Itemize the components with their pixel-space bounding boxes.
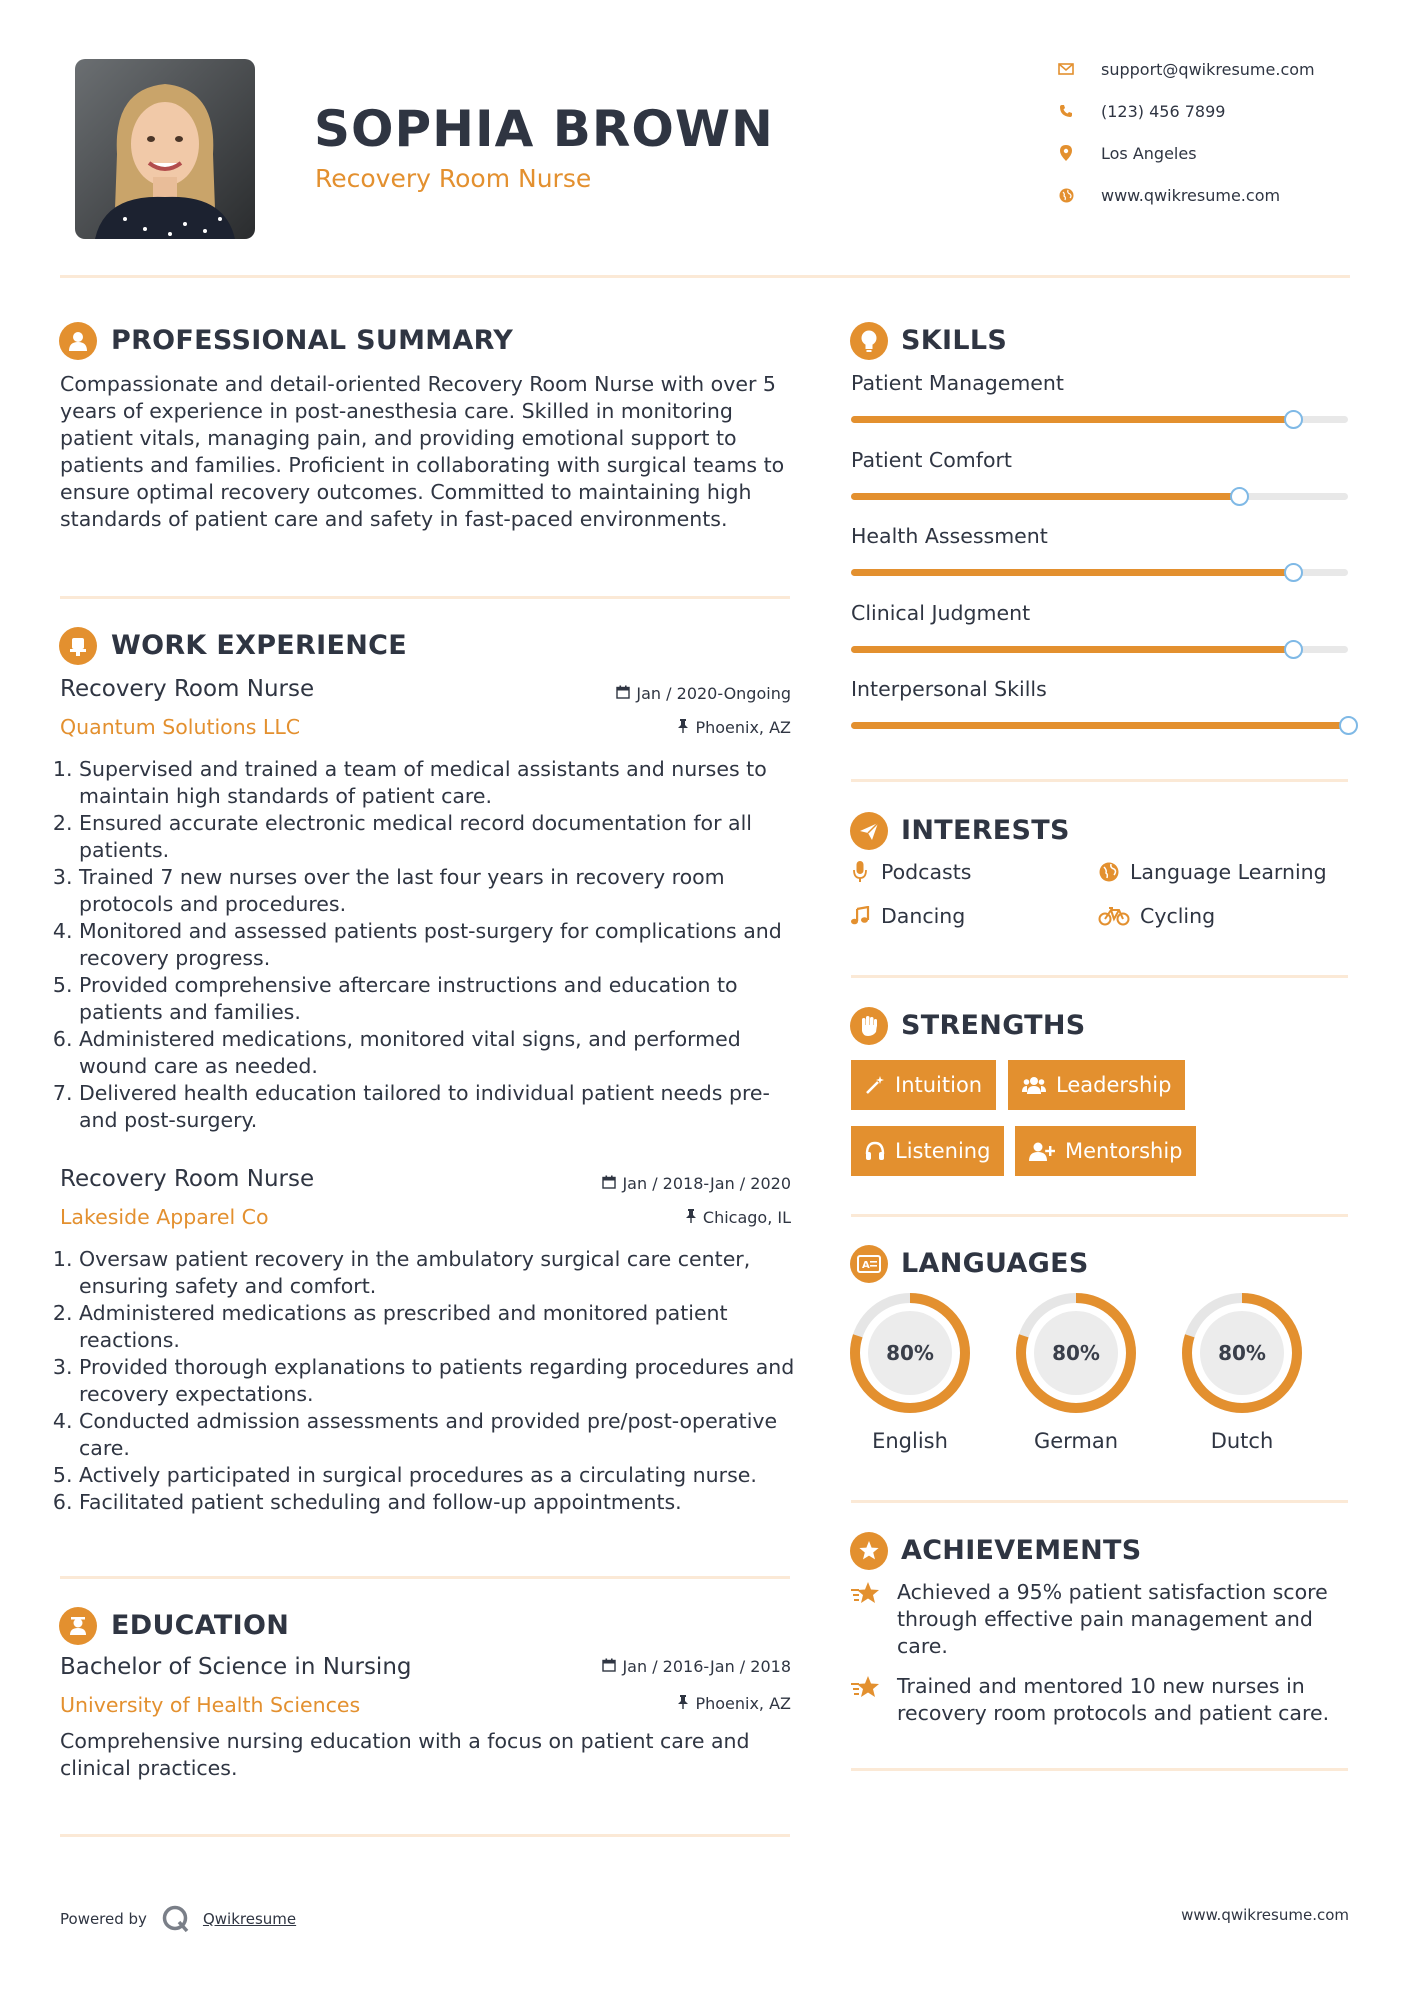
interests-divider	[851, 975, 1348, 978]
skill-bar-knob	[1339, 716, 1358, 735]
list-item: 5. Actively participated in surgical procedures as a circulating nurse.	[79, 1462, 795, 1489]
language-percent: 80%	[1218, 1341, 1266, 1365]
job-1-company: Quantum Solutions LLC	[60, 715, 301, 739]
qwikresume-logo-icon	[161, 1904, 191, 1934]
star-icon	[851, 1579, 881, 1660]
headphones-icon	[865, 1141, 885, 1161]
strength-badge-listening	[851, 1126, 1004, 1176]
education-heading: EDUCATION	[111, 1610, 290, 1641]
profile-photo	[75, 59, 255, 239]
language-percent: 80%	[1052, 1341, 1100, 1365]
pushpin-icon	[677, 718, 689, 737]
job-2-company: Lakeside Apparel Co	[60, 1205, 269, 1229]
interest-label: Cycling	[1140, 904, 1216, 928]
job-1-dates-text: Jan / 2020-Ongoing	[636, 684, 791, 703]
skill-bar-knob	[1284, 640, 1303, 659]
language-name: English	[872, 1429, 948, 1453]
interest-language-learning	[1098, 860, 1327, 884]
summary-heading: PROFESSIONAL SUMMARY	[111, 325, 514, 356]
skill-bar	[851, 646, 1348, 653]
lightbulb-icon	[850, 322, 888, 360]
language-percent: 80%	[886, 1341, 934, 1365]
microphone-icon	[849, 861, 871, 883]
skills-divider	[851, 779, 1348, 782]
skill-bar-knob	[1230, 487, 1249, 506]
strengths-divider	[851, 1214, 1348, 1217]
users-icon	[1022, 1075, 1046, 1095]
languages-divider	[851, 1500, 1348, 1503]
contact-website-text: www.qwikresume.com	[1101, 185, 1281, 205]
list-item: 1. Supervised and trained a team of medical assistants and nurses to maintain high standards of patient care.	[79, 756, 795, 810]
contact-location-text: Los Angeles	[1101, 143, 1197, 163]
education-dates-text: Jan / 2016-Jan / 2018	[622, 1657, 791, 1676]
job-2-location	[685, 1208, 791, 1227]
pushpin-icon	[685, 1208, 697, 1227]
achievement-text: Trained and mentored 10 new nurses in recovery room protocols and patient care.	[897, 1674, 1330, 1725]
interest-label: Podcasts	[881, 860, 972, 884]
contact-location	[1055, 142, 1197, 164]
skill-label: Patient Management	[851, 371, 1064, 395]
strength-badge-intuition	[851, 1060, 996, 1110]
list-item: 7. Delivered health education tailored to individual patient needs pre- and post-surgery.	[79, 1080, 795, 1134]
job-2-bullets	[60, 1246, 795, 1516]
music-note-icon	[849, 906, 871, 926]
contact-phone-text: (123) 456 7899	[1101, 101, 1226, 121]
skill-bar-fill	[851, 722, 1348, 729]
strength-label: Mentorship	[1065, 1139, 1183, 1163]
pushpin-icon	[677, 1694, 689, 1713]
strengths-heading: STRENGTHS	[901, 1010, 1086, 1041]
achievement-1	[851, 1579, 1351, 1660]
envelope-icon	[1055, 63, 1077, 75]
list-item: 2. Ensured accurate electronic medical record documentation for all patients.	[79, 810, 795, 864]
achievements-divider	[851, 1768, 1348, 1771]
experience-divider	[60, 1576, 790, 1579]
skill-bar-fill	[851, 416, 1293, 423]
powered-by-label: Powered by	[60, 1910, 147, 1928]
list-item: 4. Conducted admission assessments and provided pre/post-operative care.	[79, 1408, 795, 1462]
skill-bar	[851, 416, 1348, 423]
header-divider	[60, 275, 1350, 278]
award-icon	[850, 1532, 888, 1570]
job-2-title: Recovery Room Nurse	[60, 1166, 315, 1192]
calendar-icon	[602, 1174, 616, 1193]
interest-cycling	[1098, 904, 1215, 928]
list-item: 4. Monitored and assessed patients post-surgery for complications and recovery progress.	[79, 918, 795, 972]
list-item: 2. Administered medications as prescribed and monitored patient reactions.	[79, 1300, 795, 1354]
job-2-dates	[602, 1174, 791, 1193]
education-location	[677, 1694, 791, 1713]
graduation-icon	[59, 1607, 97, 1645]
language-name: German	[1033, 1429, 1119, 1453]
strength-badge-mentorship	[1015, 1126, 1196, 1176]
achievements-heading: ACHIEVEMENTS	[901, 1535, 1142, 1566]
education-location-text: Phoenix, AZ	[695, 1694, 791, 1713]
contact-website[interactable]	[1055, 184, 1280, 206]
list-item: 6. Administered medications, monitored vital signs, and performed wound care as needed.	[79, 1026, 795, 1080]
svg-text:A: A	[862, 1260, 870, 1271]
interest-dancing	[849, 904, 965, 928]
briefcase-icon	[59, 627, 97, 665]
list-item: 3. Provided thorough explanations to patients regarding procedures and recovery expectations.	[79, 1354, 795, 1408]
summary-text: Compassionate and detail-oriented Recovery Room Nurse with over 5 years of experience in post-anesthesia care. Skilled in monitoring patient vitals, managing pain, and providing emotional support to patients and families. Proficient in collaborating with surgical teams to ensure optimal recovery outcomes. Committed to maintaining high standards of patient care and safety in fast-paced environments.	[60, 372, 785, 531]
interest-label: Dancing	[881, 904, 966, 928]
language-ring	[1180, 1291, 1304, 1415]
fist-icon	[850, 1007, 888, 1045]
achievement-2	[851, 1673, 1351, 1727]
interest-label: Language Learning	[1130, 860, 1327, 884]
strength-label: Leadership	[1056, 1073, 1172, 1097]
star-icon	[851, 1673, 881, 1727]
powered-by	[60, 1904, 296, 1934]
contact-email[interactable]	[1055, 58, 1315, 80]
language-icon	[850, 1245, 888, 1283]
summary-divider	[60, 596, 790, 599]
language-name: Dutch	[1210, 1429, 1274, 1453]
globe-icon	[1055, 188, 1077, 203]
list-item: 3. Trained 7 new nurses over the last four years in recovery room protocols and procedures.	[79, 864, 795, 918]
skill-label: Clinical Judgment	[851, 600, 1031, 625]
skill-bar-fill	[851, 569, 1293, 576]
skill-bar	[851, 493, 1348, 500]
language-ring	[848, 1291, 972, 1415]
interest-podcasts	[849, 860, 971, 884]
job-1-location-text: Phoenix, AZ	[695, 718, 791, 737]
skill-bar-fill	[851, 493, 1239, 500]
globe-icon	[1098, 862, 1120, 882]
skill-label: Patient Comfort	[851, 447, 1012, 472]
list-item: 1. Oversaw patient recovery in the ambulatory surgical care center, ensuring safety and comfort.	[79, 1246, 795, 1300]
skill-label: Health Assessment	[851, 524, 1048, 548]
contact-email-text: support@qwikresume.com	[1101, 59, 1315, 79]
candidate-title: Recovery Room Nurse	[315, 164, 592, 193]
job-1-title: Recovery Room Nurse	[60, 676, 315, 702]
education-degree: Bachelor of Science in Nursing	[60, 1654, 412, 1680]
job-1-location	[677, 718, 791, 737]
strength-badge-leadership	[1008, 1060, 1185, 1110]
list-item: 6. Facilitated patient scheduling and follow-up appointments.	[79, 1489, 795, 1516]
user-plus-icon	[1029, 1141, 1055, 1161]
education-school: University of Health Sciences	[60, 1693, 361, 1717]
skill-label: Interpersonal Skills	[851, 677, 1047, 701]
achievement-text: Achieved a 95% patient satisfaction score through effective pain management and care.	[897, 1580, 1328, 1658]
skill-bar	[851, 722, 1348, 729]
education-divider	[60, 1834, 790, 1837]
calendar-icon	[602, 1657, 616, 1676]
job-1-dates	[616, 684, 791, 703]
language-ring	[1014, 1291, 1138, 1415]
candidate-name: SOPHIA BROWN	[314, 100, 774, 158]
strength-label: Listening	[895, 1139, 991, 1163]
bicycle-icon	[1098, 906, 1130, 926]
education-description: Comprehensive nursing education with a focus on patient care and clinical practices.	[60, 1729, 750, 1780]
education-dates	[602, 1657, 791, 1676]
skill-bar-knob	[1284, 410, 1303, 429]
magic-wand-icon	[865, 1075, 885, 1095]
job-2-dates-text: Jan / 2018-Jan / 2020	[622, 1174, 791, 1193]
calendar-icon	[616, 684, 630, 703]
strength-label: Intuition	[895, 1073, 983, 1097]
contact-phone[interactable]	[1055, 100, 1225, 122]
footer-website-link[interactable]: www.qwikresume.com	[1181, 1906, 1349, 1924]
paper-plane-icon	[850, 812, 888, 850]
experience-heading: WORK EXPERIENCE	[111, 630, 407, 661]
skill-bar-fill	[851, 646, 1293, 653]
user-icon	[59, 322, 97, 360]
job-1-bullets	[60, 756, 795, 1134]
list-item: 5. Provided comprehensive aftercare instructions and education to patients and families.	[79, 972, 795, 1026]
languages-heading: LANGUAGES	[901, 1248, 1089, 1279]
qwikresume-link[interactable]: Qwikresume	[202, 1910, 297, 1928]
interests-heading: INTERESTS	[901, 815, 1070, 846]
skill-bar	[851, 569, 1348, 576]
skill-bar-knob	[1284, 563, 1303, 582]
map-pin-icon	[1055, 145, 1077, 161]
skills-heading: SKILLS	[901, 325, 1008, 356]
job-2-location-text: Chicago, IL	[702, 1208, 791, 1227]
phone-icon	[1055, 104, 1077, 118]
